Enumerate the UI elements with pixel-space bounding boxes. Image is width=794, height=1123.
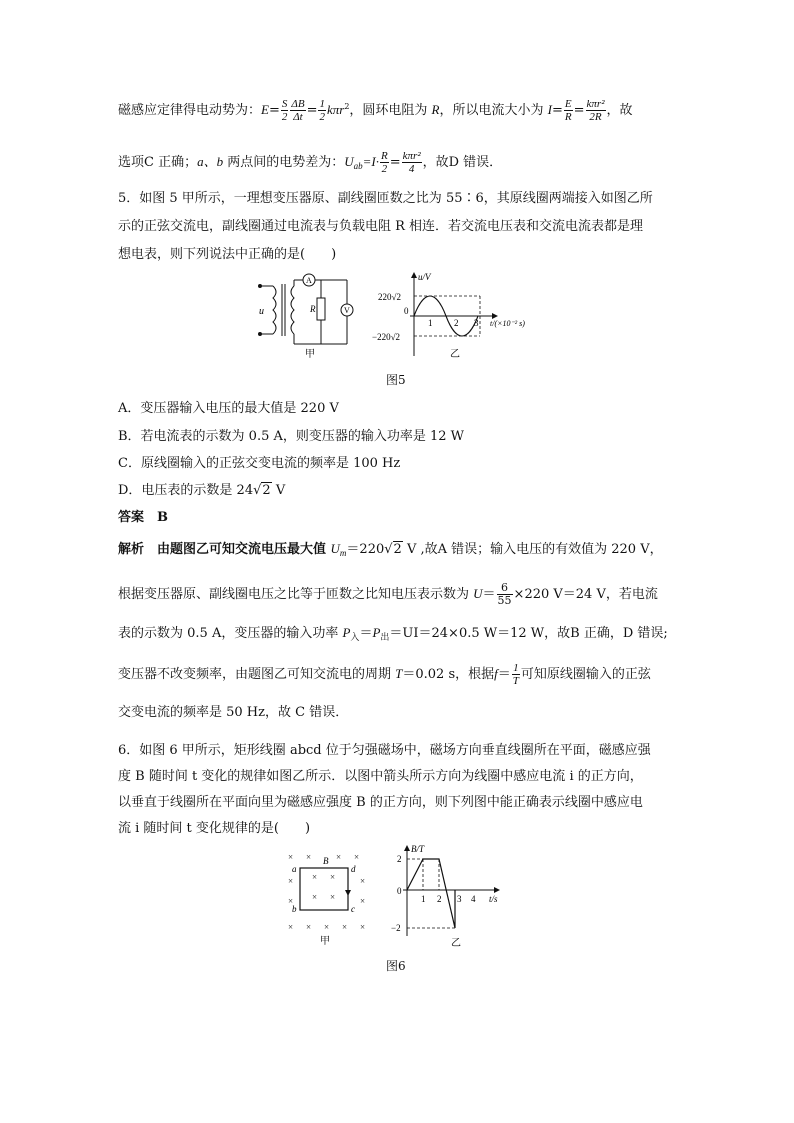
explanation-line-3 [118,624,668,647]
q5-line-1: 5．如图 5 甲所示，一理想变压器原、副线圈匝数之比为 55∶6，其原线圈两端接入如图乙所 [118,191,653,206]
field-cross-mark: × [336,852,342,862]
tick-1: 1 [428,318,433,328]
emf-symbol: E [261,102,269,117]
figure-label-jia: 甲 [305,349,315,360]
text: ，所以电流大小为 [439,103,548,118]
peak-label: 220√2 [378,292,401,302]
q5-line-2: 示的正弦交流电，副线圈通过电流表与负载电阻 R 相连．若交流电压表和交流电流表都是理 [118,219,644,234]
fraction [290,98,305,123]
origin-label: 0 [397,886,402,896]
text: D．电压表的示数是 24 [118,483,254,498]
q6-line-4: 流 i 随时间 t 变化规律的是( ) [118,821,311,836]
b-t-graph [385,842,510,948]
denominator: 4 [408,163,415,175]
explanation-line-5: 交变电流的频率是 50 Hz，故 C 错误． [118,705,349,720]
figure-label-jia: 甲 [320,936,330,947]
y-tick-neg2: −2 [391,923,401,933]
numerator: kπr² [402,150,421,162]
equals: = [306,103,318,118]
fraction [512,662,520,687]
numerator: 1 [513,662,519,674]
corner-c: c [351,904,355,914]
denominator: 2 [319,111,325,123]
figure-label-yi: 乙 [450,349,460,360]
x-tick-4: 4 [471,894,476,904]
subscript: m [339,548,347,558]
text: 磁感应定律得电动势为： [118,103,262,118]
field-cross-mark: × [330,892,336,902]
text: ×220 V＝24 V，若电流 [513,587,658,602]
r-label: R [310,304,316,314]
corner-d: d [351,864,356,874]
field-cross-mark: × [354,852,360,862]
x-axis-label: t/(×10⁻² s) [490,319,525,328]
ac-voltage-waveform [370,270,540,360]
y-tick-2: 2 [397,854,402,864]
denominator: 2 [281,111,288,123]
u-symbol: U [473,586,483,601]
equals: = [573,103,585,118]
k-pi-r: kπr [326,102,345,117]
q6-line-3: 以垂直于线圈所在平面向里为磁感应强度 B 的正方向，则下列图中能正确表示线圈中感应电 [118,795,643,810]
numerator: ΔB [291,98,305,110]
field-cross-mark: × [288,876,294,886]
tick-2: 2 [454,318,459,328]
transformer-circuit-diagram [255,270,365,360]
denominator: Δt [293,111,303,123]
field-cross-mark: × [342,922,348,932]
subscript: 入 [350,633,360,643]
numerator: E [564,98,572,110]
q6-line-2: 度 B 随时间 t 变化的规律如图乙所示．以图中箭头所示方向为线圈中感应电流 i 的正方向， [118,769,643,784]
field-cross-mark: × [312,892,318,902]
y-axis-label: u/V [418,272,431,282]
equals: ＝ [497,667,511,682]
x-tick-2: 2 [437,894,442,904]
field-cross-mark: × [330,872,336,882]
explanation-line-4 [118,662,651,687]
denominator: 2 [381,163,388,175]
numerator: R [381,150,388,162]
equals: = [551,103,563,118]
y-axis-label: B/T [411,844,425,854]
field-cross-mark: × [360,876,366,886]
fraction [497,582,513,607]
option-c: C．原线圈输入的正弦交变电流的频率是 100 Hz [118,456,401,471]
text: V [271,483,286,498]
u-label: u [259,306,264,317]
field-cross-mark: × [306,922,312,932]
voltage-symbol: U [344,154,354,169]
figure-caption-6: 图6 [386,959,406,973]
p-symbol: P [342,625,351,640]
field-cross-mark: × [360,896,366,906]
um-symbol: U [330,541,340,556]
text: V ,故A 错误；输入电压的有效值为 220 V， [402,542,663,557]
text: ＝220 [346,542,385,557]
text: ，故 [606,103,633,118]
text: 表的示数为 0.5 A，变压器的输入功率 [118,626,343,641]
field-cross-mark: × [288,852,294,862]
fraction [281,98,289,123]
text: ＝0.02 s，根据 [402,667,495,682]
radicand: 2 [262,483,271,498]
figure-caption-5: 图5 [386,373,406,387]
f-symbol: f [494,666,498,681]
text: 选项C 正确； [118,155,198,170]
option-d: D．电压表的示数是 24√2 V [118,483,286,498]
figure-label-yi: 乙 [451,938,461,948]
text: ，圆环电阻为 [349,103,432,118]
x-tick-1: 1 [421,894,426,904]
text: 根据变压器原、副线圈电压之比等于匝数之比知电压表示数为 [118,587,474,602]
text: 可知原线圈输入的正弦 [520,667,651,682]
text: 两点间的电势差为： [223,155,345,170]
text: 变压器不改变频率，由题图乙可知交流电的周期 [118,667,396,682]
field-cross-mark: × [324,922,330,932]
x-axis-label: t/s [489,894,498,904]
fraction [402,150,422,175]
ammeter-label: A [306,276,312,285]
explanation-line-1: 解析 由题图乙可知交流电压最大值 $U_m=220√2$ V ,故A 错误；输入电压的有效值为 220 V， [118,541,663,558]
corner-b: b [292,904,297,914]
numerator: 1 [319,98,325,110]
p-symbol: P [372,625,381,640]
equals-i: =I· [362,154,379,169]
points-ab: a、b [197,154,224,169]
text: 解析 由题图乙可知交流电压最大值 [118,542,331,557]
field-cross-mark: × [288,922,294,932]
text: ，故D 错误． [422,155,503,170]
denominator: T [512,675,519,687]
explanation-line-2 [118,582,658,607]
option-b: B．若电流表的示数为 0.5 A，则变压器的输入功率是 12 W [118,429,465,444]
x-tick-3: 3 [457,894,462,904]
text: ＝UI＝24×0.5 W＝12 W，故B 正确，D 错误; [389,626,668,641]
denominator: 2R [589,111,602,123]
origin-label: 0 [404,306,409,316]
field-cross-mark: × [306,852,312,862]
numerator: 6 [497,582,513,595]
answer: 答案 B [118,510,168,525]
equals: ＝ [359,626,373,641]
denominator: 55 [497,594,512,607]
q6-line-1: 6．如图 6 甲所示，矩形线圈 abcd 位于匀强磁场中，磁场方向垂直线圈所在平面，磁感应强 [118,743,651,758]
fraction [318,98,326,123]
subscript: 出 [380,633,390,643]
option-a: A．变压器输入电压的最大值是 220 V [118,401,339,416]
resistance-symbol: R [431,102,440,117]
fraction [380,150,389,175]
denominator: R [564,111,572,123]
current-symbol: I [547,102,552,117]
numerator: S [281,98,288,110]
t-symbol: T [395,666,403,681]
solution-fragment-line-2: 选项C 正确；a、b 两点间的电势差为：$U_{ab}=I\cdot$ $\frac{R}{2}$ = $\frac{\text{kπr²}}{4}$ ，故D 错误． [118,150,503,175]
fraction [586,98,606,123]
equals: ＝ [482,587,496,602]
field-b-label: B [323,856,329,866]
equals: = [268,103,280,118]
corner-a: a [292,864,297,874]
q5-line-3: 想电表，则下列说法中正确的是( ) [118,247,337,262]
field-cross-mark: × [360,922,366,932]
coil-in-field-diagram [282,848,372,948]
voltmeter-label: V [344,306,350,315]
tick-3: 3 [474,318,479,328]
fraction [564,98,573,123]
subscript: ab [353,161,363,171]
radicand: 2 [393,542,402,557]
numerator: kπr² [586,98,605,110]
field-cross-mark: × [312,872,318,882]
trough-label: −220√2 [372,332,401,342]
solution-fragment-line-1: 磁感应定律得电动势为：E= $\frac{S}{2}$ $\frac{\Delta B}{\Delta t}$ = $\frac{1}{2}$ kπr$^2$，圆环电阻为 R，所以电流大小为 I= $\frac{E}{R}$ = $\frac{\text{kπr²}}{2R}$ ，故 [118,98,633,123]
field-cross-mark: × [288,896,294,906]
